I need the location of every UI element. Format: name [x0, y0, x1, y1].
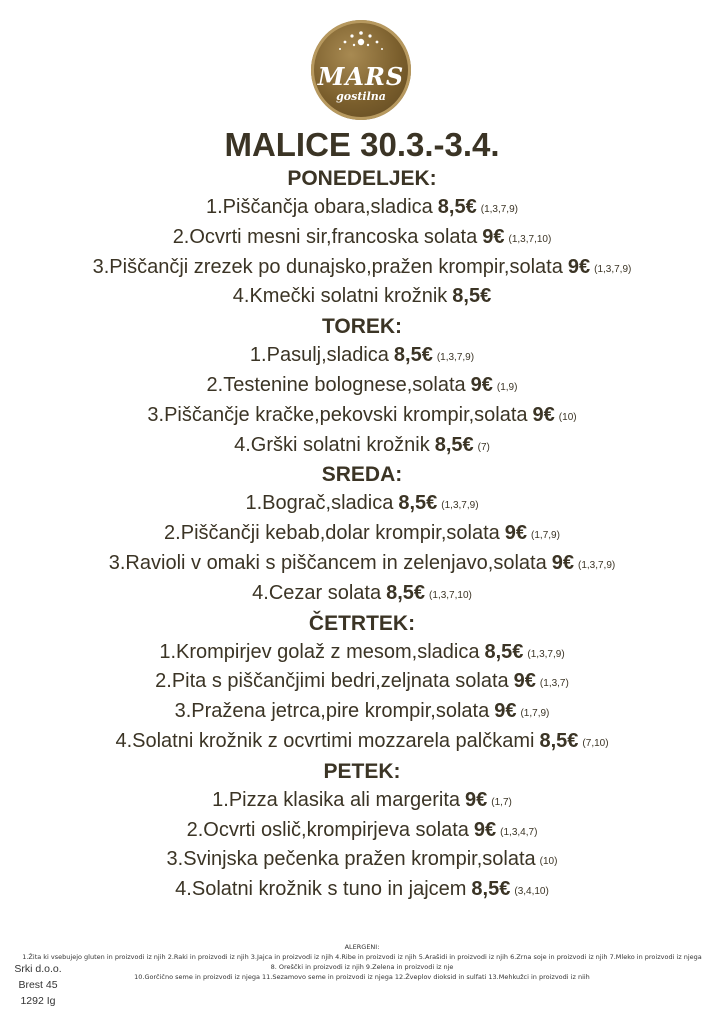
menu-item: [0, 371, 724, 401]
menu-item: [0, 727, 724, 757]
menu-item-allergens: (1,7): [491, 796, 512, 808]
day-heading: PETEK:: [323, 759, 401, 783]
menu-item: [0, 401, 724, 431]
company-info: [8, 961, 68, 1009]
menu-item-allergens: (1,3,7,9): [441, 500, 479, 512]
menu-item-allergens: (7,10): [582, 737, 609, 749]
menu-item-allergens: (1,3,7,10): [429, 589, 472, 601]
menu-item: [0, 282, 724, 312]
company-postal: 1292 Ig: [20, 995, 56, 1007]
menu-item-text: 1.Pizza klasika ali margerita: [212, 788, 461, 811]
allergen-line: 1.Žita ki vsebujejo gluten in proizvodi iz njih 2.Raki in proizvodi iz njih 3.Jajca in proizvodi iz njih 4.Ribe in proizvodi iz njih 5.Arašidi in proizvodi iz njih 6.Zrna soje in proizvodi iz njih 7.Mleko in proizvodi iz njega: [22, 953, 702, 961]
menu-item-text: 3.Ravioli v omaki s piščancem in zelenjavo,solata: [108, 551, 547, 574]
menu-item: [0, 816, 724, 846]
menu-item-allergens: (3,4,10): [514, 886, 549, 898]
menu-item: [0, 193, 724, 223]
menu-item-text: 3.Svinjska pečenka pražen krompir,solata: [166, 848, 536, 871]
menu-item-text: 3.Piščančji zrezek po dunajsko,pražen krompir,solata: [92, 255, 563, 278]
menu-item: [0, 875, 724, 905]
menu-item-allergens: (10): [539, 856, 558, 868]
menu-item-price: 8,5€: [484, 640, 524, 663]
menu-item: [0, 253, 724, 283]
menu-item-price: 9€: [473, 818, 497, 841]
day-heading: PONEDELJEK:: [287, 167, 437, 190]
menu-item-price: 8,5€: [539, 729, 579, 752]
menu-item-price: 9€: [532, 403, 555, 426]
menu-item-text: 3.Piščančje kračke,pekovski krompir,solata: [147, 403, 528, 426]
menu-item-price: 8,5€: [398, 492, 438, 515]
allergen-heading: ALERGENI:: [344, 943, 380, 951]
menu-item: [0, 579, 724, 609]
menu-item-price: 9€: [513, 670, 536, 693]
menu-item-allergens: (1,7,9): [531, 530, 560, 542]
menu-item-text: 4.Cezar solata: [252, 581, 382, 604]
menu-item-allergens: (1,3,7,10): [508, 233, 552, 245]
menu-item: [0, 549, 724, 579]
menu-item-allergens: (1,9): [496, 381, 518, 393]
menu-item: [0, 431, 724, 461]
menu-item: [0, 489, 724, 519]
menu-item: [0, 341, 724, 371]
menu-item-text: 1.Piščančja obara,sladica: [206, 196, 433, 218]
menu-item-price: 9€: [482, 225, 505, 248]
menu-item-allergens: (1,3,7,9): [527, 648, 565, 660]
menu-item-price: 8,5€: [393, 344, 433, 367]
logo-brand: MARS: [317, 62, 405, 91]
menu-item-allergens: (1,3,4,7): [500, 826, 538, 838]
menu-item-allergens: (10): [558, 411, 577, 423]
menu-item-price: 9€: [465, 788, 488, 811]
day-heading: TOREK:: [321, 315, 403, 339]
menu-item-price: 8,5€: [386, 581, 426, 604]
menu-item-text: 4.Solatni krožnik z ocvrtimi mozzarela palčkami: [115, 729, 535, 752]
menu-item-text: 2.Pita s piščančjimi bedri,zeljnata solata: [155, 670, 509, 693]
menu-item-price: 8,5€: [437, 196, 477, 218]
menu-item: [0, 845, 724, 875]
menu-item-allergens: (1,3,7,9): [577, 559, 616, 571]
logo-subtitle: gostilna: [336, 90, 386, 103]
weekly-menu: [0, 164, 724, 905]
page-title: MALICE 30.3.-3.4.: [224, 126, 500, 163]
menu-item-text: 1.Pasulj,sladica: [249, 344, 389, 367]
menu-item-price: 8,5€: [471, 878, 511, 901]
allergen-line: 8. Oreščki in proizvodi iz njih 9.Zelena in proizvodi iz nje: [270, 963, 454, 971]
menu-item-price: 9€: [470, 373, 493, 396]
menu-item-allergens: (1,3,7,9): [594, 263, 632, 275]
menu-item-allergens: (7): [477, 441, 490, 453]
menu-item-price: 9€: [551, 551, 574, 574]
menu-item-text: 4.Solatni krožnik s tuno in jajcem: [175, 878, 467, 901]
menu-item-price: 8,5€: [452, 285, 492, 308]
menu-item: [0, 519, 724, 549]
menu-item-price: 9€: [494, 700, 517, 723]
menu-item-text: 1.Bograč,sladica: [245, 492, 394, 515]
menu-item-text: 1.Krompirjev golaž z mesom,sladica: [159, 640, 480, 663]
menu-item: [0, 667, 724, 697]
allergen-legend: [0, 942, 724, 982]
company-address: Brest 45: [18, 979, 58, 991]
menu-item-text: 2.Piščančji kebab,dolar krompir,solata: [164, 522, 500, 545]
menu-item-allergens: (1,3,7): [539, 678, 569, 690]
menu-item: [0, 697, 724, 727]
menu-item-text: 2.Ocvrti oslič,krompirjeva solata: [186, 818, 469, 841]
menu-item-price: 9€: [504, 522, 528, 545]
menu-item: [0, 638, 724, 668]
menu-item-price: 8,5€: [434, 433, 474, 456]
company-name: Srki d.o.o.: [14, 963, 62, 975]
menu-item-allergens: (1,3,7,9): [480, 204, 518, 215]
mars-logo: [311, 20, 411, 120]
menu-item-allergens: (1,3,7,9): [436, 352, 475, 364]
menu-item: [0, 223, 724, 253]
menu-item-text: 3.Pražena jetrca,pire krompir,solata: [174, 700, 490, 723]
menu-item-text: 4.Kmečki solatni krožnik: [232, 285, 448, 308]
day-heading: SREDA:: [321, 463, 403, 487]
menu-item-text: 2.Ocvrti mesni sir,francoska solata: [172, 225, 478, 248]
menu-item-text: 4.Grški solatni krožnik: [234, 433, 430, 456]
menu-item: [0, 786, 724, 816]
allergen-line: 10.Gorčično seme in proizvodi iz njega 11.Sezamovo seme in proizvodi iz njega 12.Žveplov dioksid in sulfati 13.Mehkužci in proizvodi iz niih: [134, 973, 590, 981]
menu-item-price: 9€: [567, 255, 591, 278]
menu-item-text: 2.Testenine bolognese,solata: [206, 373, 466, 396]
day-heading: ČETRTEK:: [308, 611, 416, 635]
menu-item-allergens: (1,7,9): [520, 708, 550, 720]
